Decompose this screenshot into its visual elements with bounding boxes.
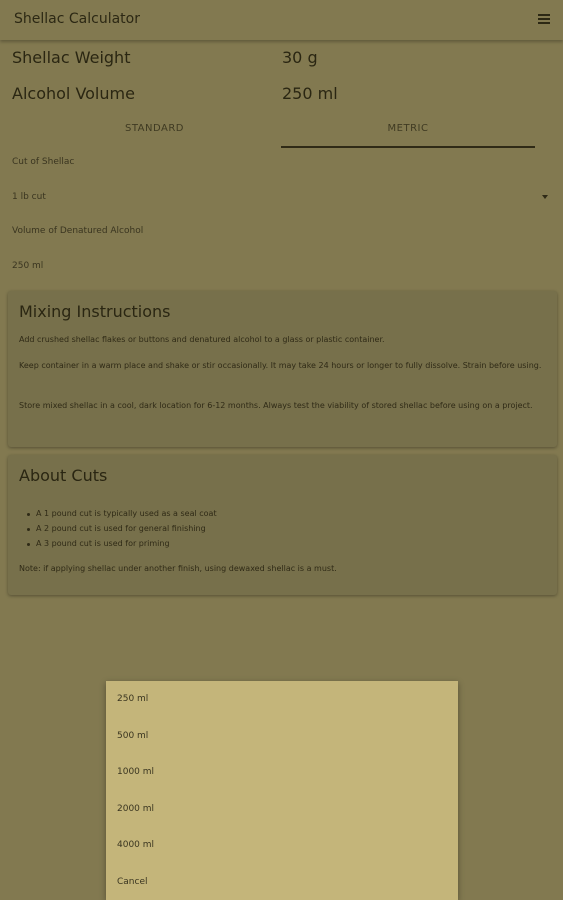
mixing-step-2: Keep container in a warm place and shake or stir occasionally. It may take 24 hours or longer to fully dissolve. Strain before using. bbox=[19, 361, 542, 370]
cut-bullet-1: A 1 pound cut is typically used as a seal coat bbox=[36, 509, 217, 518]
alcohol-volume-value: 250 ml bbox=[282, 84, 338, 103]
shellac-weight-value: 30 g bbox=[282, 48, 318, 67]
cut-bullet-3: A 3 pound cut is used for priming bbox=[36, 539, 170, 548]
option-250-ml[interactable]: 250 ml bbox=[117, 694, 149, 704]
cuts-note: Note: if applying shellac under another finish, using dewaxed shellac is a must. bbox=[19, 564, 337, 573]
mixing-step-1: Add crushed shellac flakes or buttons and denatured alcohol to a glass or plastic container. bbox=[19, 335, 385, 344]
cut-bullet-2: A 2 pound cut is used for general finishing bbox=[36, 524, 206, 533]
option-1000-ml[interactable]: 1000 ml bbox=[117, 767, 155, 777]
shellac-weight-label: Shellac Weight bbox=[12, 48, 131, 67]
cancel-option[interactable]: Cancel bbox=[117, 877, 148, 887]
option-500-ml[interactable]: 500 ml bbox=[117, 731, 149, 741]
option-4000-ml[interactable]: 4000 ml bbox=[117, 840, 155, 850]
cut-of-shellac-select[interactable]: 1 lb cut bbox=[12, 192, 46, 202]
volume-select[interactable]: 250 ml bbox=[12, 261, 44, 271]
tab-metric[interactable]: METRIC bbox=[281, 116, 535, 148]
app-title: Shellac Calculator bbox=[14, 11, 140, 27]
mixing-instructions-card bbox=[8, 291, 557, 447]
alcohol-volume-label: Alcohol Volume bbox=[12, 84, 135, 103]
volume-options-popup bbox=[106, 681, 458, 900]
volume-label: Volume of Denatured Alcohol bbox=[12, 226, 144, 236]
about-cuts-title: About Cuts bbox=[19, 466, 108, 485]
about-cuts-card bbox=[8, 455, 557, 595]
option-2000-ml[interactable]: 2000 ml bbox=[117, 804, 155, 814]
dropdown-arrow-icon[interactable] bbox=[542, 195, 548, 199]
mixing-instructions-title: Mixing Instructions bbox=[19, 302, 171, 321]
app-bar bbox=[0, 0, 563, 40]
tab-standard[interactable]: STANDARD bbox=[124, 123, 184, 134]
mixing-step-3: Store mixed shellac in a cool, dark location for 6-12 months. Always test the viability of stored shellac before using on a project. bbox=[19, 401, 533, 410]
hamburger-menu-icon[interactable] bbox=[538, 14, 550, 25]
cut-of-shellac-label: Cut of Shellac bbox=[12, 157, 75, 167]
